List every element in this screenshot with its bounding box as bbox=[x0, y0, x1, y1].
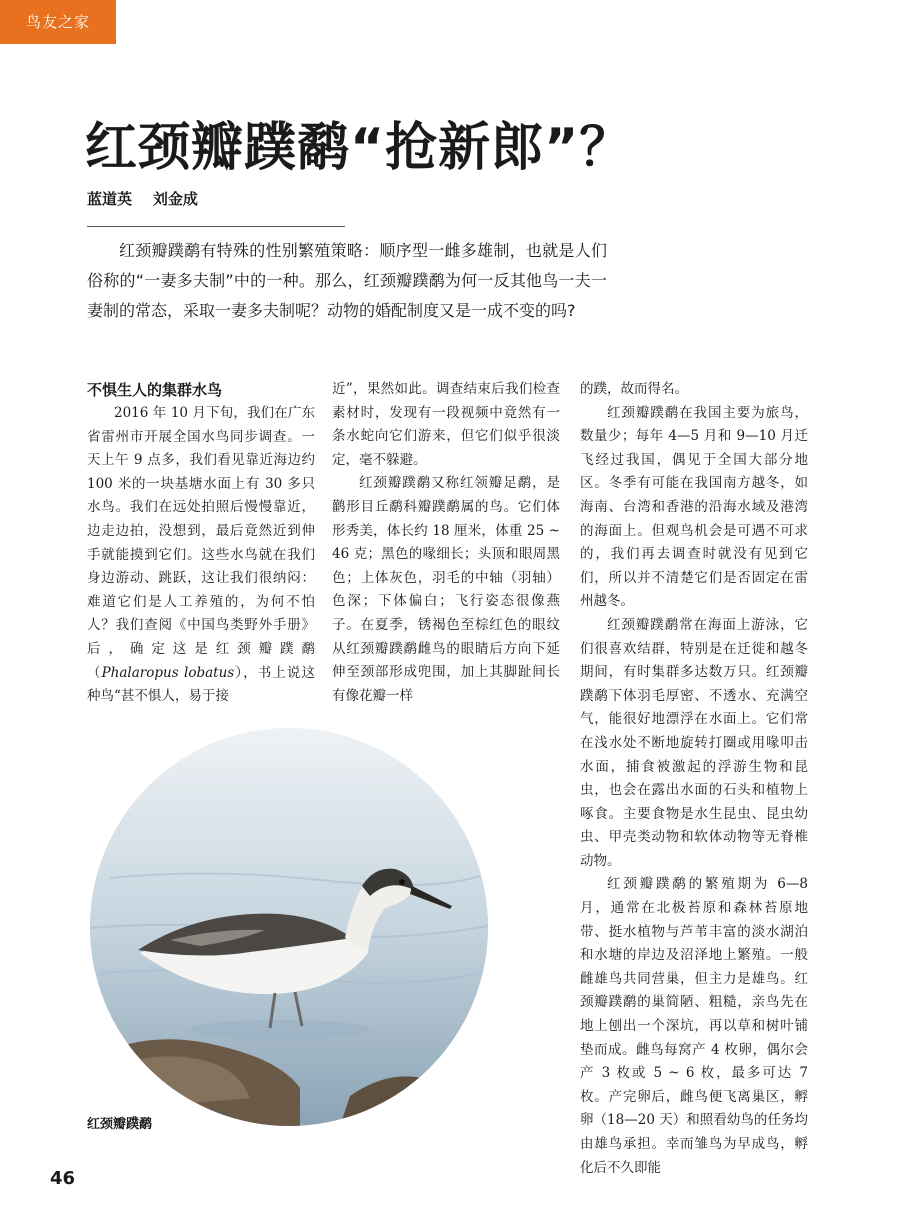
page-number: 46 bbox=[50, 1168, 76, 1189]
article-abstract: 红颈瓣蹼鹬有特殊的性别繁殖策略：顺序型一雌多雄制，也就是人们俗称的“一妻多夫制”中的一种。那么，红颈瓣蹼鹬为何一反其他鸟一夫一妻制的常态，采取一妻多夫制呢？动物的婚配制度又是一成不变的吗? bbox=[87, 241, 607, 320]
paragraph-text-end: ），书上说这种鸟“甚不惧人，易于接 bbox=[87, 664, 316, 705]
paragraph: 红颈瓣蹼鹬在我国主要为旅鸟，数量少；每年 4—5 月和 9—10 月迁飞经过我国，偶见于全国大部分地区。冬季有可能在我国南方越冬，如海南、台湾和香港的沿海水域及港湾的海面上。但观鸟机会是可遇不可求的，我们再去调查时就没有见到它们，所以并不清楚它们是否固定在雷州越冬。 bbox=[580, 404, 808, 610]
paragraph: 红颈瓣蹼鹬的繁殖期为 6—8 月，通常在北极苔原和森林苔原地带、挺水植物与芦苇丰富的淡水湖泊和水塘的岸边及沼泽地上繁殖。一般雌雄鸟共同营巢，但主力是雄鸟。红颈瓣蹼鹬的巢简陋、粗糙，亲鸟先在地上刨出一个深坑，再以草和树叶铺垫而成。雌鸟每窝产 4 枚卵，偶尔会产 3 枚或 5 ~ 6 枚，最多可达 7 枚。产完卵后，雌鸟便飞离巢区，孵卵（18—20 天）和照看幼鸟的任务均由雄鸟承担。幸而雏鸟为早成鸟，孵化后不久即能 bbox=[580, 876, 808, 1176]
text-column-1 bbox=[87, 378, 315, 709]
section-heading: 不惧生人的集群水鸟 bbox=[87, 381, 223, 399]
text-column-3 bbox=[580, 378, 808, 1180]
phalarope-illustration bbox=[90, 728, 488, 1126]
paragraph: 的蹼，故而得名。 bbox=[580, 381, 688, 397]
latin-name: Phalaropus lobatus bbox=[101, 664, 235, 681]
title-divider bbox=[87, 226, 345, 227]
article-authors: 蓝道英 刘金成 bbox=[87, 190, 198, 208]
paragraph: 红颈瓣蹼鹬常在海面上游泳，它们很喜欢结群，特别是在迁徙和越冬期间，有时集群多达数万只。红颈瓣蹼鹬下体羽毛厚密、不透水、充满空气，能很好地漂浮在水面上。它们常在浅水处不断地旋转打圈或用喙叩击水面，捕食被激起的浮游生物和昆虫，也会在露出水面的石头和植物上啄食。主要食物是水生昆虫、昆虫幼虫、甲壳类动物和软体动物等无脊椎动物。 bbox=[580, 616, 808, 869]
section-tag: 鸟友之家 bbox=[0, 0, 116, 44]
text-column-2 bbox=[332, 378, 560, 708]
paragraph: 近”，果然如此。调查结束后我们检查素材时，发现有一段视频中竟然有一条水蛇向它们游来，但它们似乎很淡定，毫不躲避。 bbox=[332, 381, 560, 468]
bird-photo bbox=[90, 728, 488, 1126]
paragraph bbox=[87, 402, 315, 709]
photo-caption: 红颈瓣蹼鹬 bbox=[87, 1117, 153, 1132]
paragraph-text: 2016 年 10 月下旬，我们在广东省雷州市开展全国水鸟同步调查。一天上午 9 点多，我们看见靠近海边约 100 米的一块基塘水面上有 30 多只水鸟。我们在远处拍照后慢慢靠近，边走边拍，没想到，最后竟然近到伸手就能摸到它们。这些水鸟就在我们身边游动、跳跃，这让我们很纳闷：难道它们是人工养殖的，为何不怕人？我们查阅《中国鸟类野外手册》后，确定这是红颈瓣蹼鹬（ bbox=[87, 405, 315, 681]
paragraph: 红颈瓣蹼鹬又称红领瓣足鹬，是鹳形目丘鹬科瓣蹼鹬属的鸟。它们体形秀美，体长约 18 厘米，体重 25 ~ 46 克；黑色的喙细长；头顶和眼周黑色；上体灰色，羽毛的中轴（羽轴）色深；下体偏白；飞行姿态很像燕子。在夏季，锈褐色至棕红色的眼纹从红颈瓣蹼鹬雌鸟的眼睛后方向下延伸至颈部形成兜围，加上其脚趾间长有像花瓣一样 bbox=[332, 475, 560, 704]
article-title: 红颈瓣蹼鹬“抢新郎”？ bbox=[85, 118, 633, 178]
